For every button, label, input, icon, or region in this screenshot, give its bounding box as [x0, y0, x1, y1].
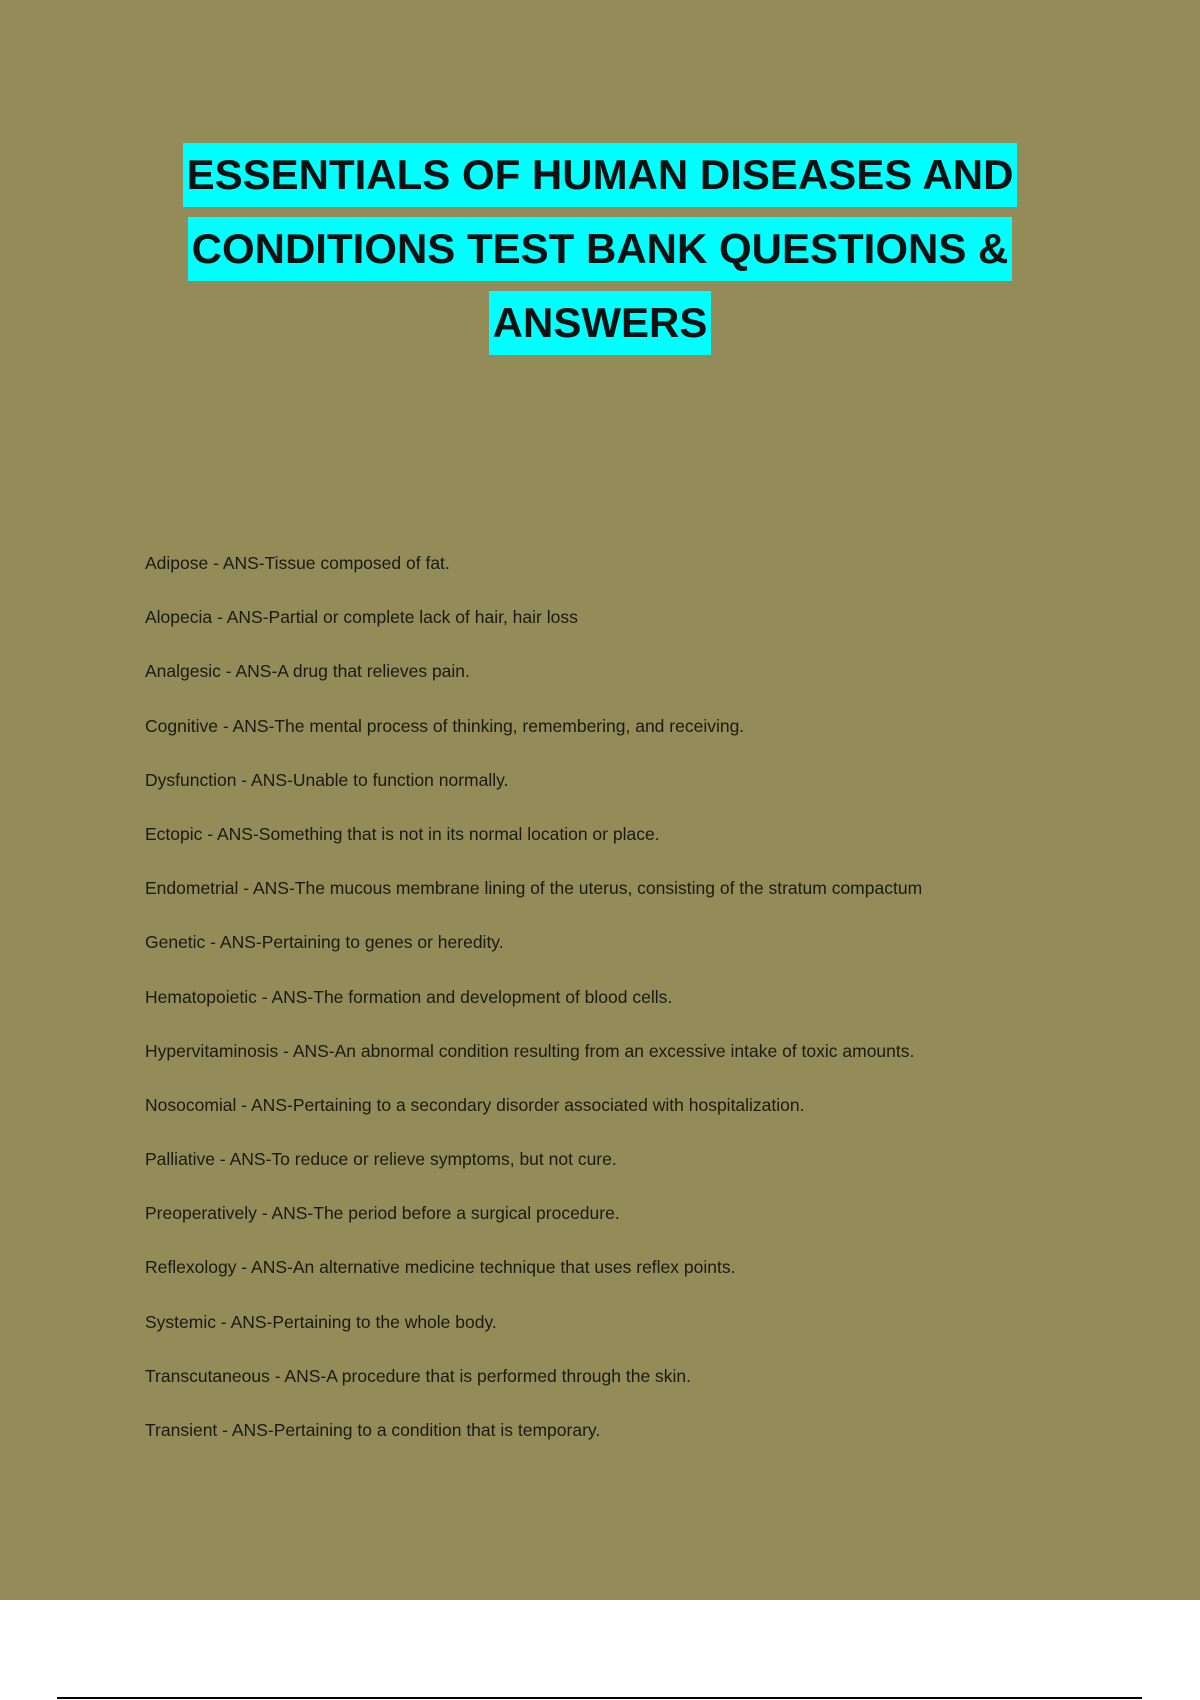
term-row: Cognitive - ANS-The mental process of thinking, remembering, and receiving.: [145, 715, 745, 736]
term-row: Systemic - ANS-Pertaining to the whole body.: [145, 1311, 497, 1332]
term-row: Palliative - ANS-To reduce or relieve symptoms, but not cure.: [145, 1149, 617, 1170]
term-row: Transient - ANS-Pertaining to a condition that is temporary.: [145, 1420, 601, 1440]
term-row: Hematopoietic - ANS-The formation and development of blood cells.: [145, 986, 673, 1007]
term-row: Hypervitaminosis - ANS-An abnormal condition resulting from an excessive intake of toxic amounts.: [145, 1040, 915, 1061]
term-row: Alopecia - ANS-Partial or complete lack of hair, hair loss: [145, 607, 578, 628]
term-row: Reflexology - ANS-An alternative medicine technique that uses reflex points.: [145, 1257, 736, 1278]
title-line: ANSWERS: [489, 291, 712, 355]
title-line: ESSENTIALS OF HUMAN DISEASES AND: [183, 143, 1018, 207]
term-row: Transcutaneous - ANS-A procedure that is performed through the skin.: [145, 1365, 692, 1386]
term-row: Preoperatively - ANS-The period before a surgical procedure.: [145, 1203, 620, 1224]
term-row: Ectopic - ANS-Something that is not in its normal location or place.: [145, 823, 660, 844]
term-row: Nosocomial - ANS-Pertaining to a secondary disorder associated with hospitalization.: [145, 1094, 805, 1115]
footer-divider: [57, 1697, 1142, 1699]
term-list: [145, 548, 1145, 1469]
term-row: Endometrial - ANS-The mucous membrane lining of the uterus, consisting of the stratum compactum: [145, 878, 923, 899]
term-row: Analgesic - ANS-A drug that relieves pain.: [145, 661, 470, 682]
title-line: CONDITIONS TEST BANK QUESTIONS &: [188, 217, 1013, 281]
term-row: Adipose - ANS-Tissue composed of fat.: [145, 553, 450, 573]
term-row: Dysfunction - ANS-Unable to function normally.: [145, 769, 509, 790]
document-title: [0, 143, 1200, 365]
term-row: Genetic - ANS-Pertaining to genes or heredity.: [145, 932, 504, 953]
